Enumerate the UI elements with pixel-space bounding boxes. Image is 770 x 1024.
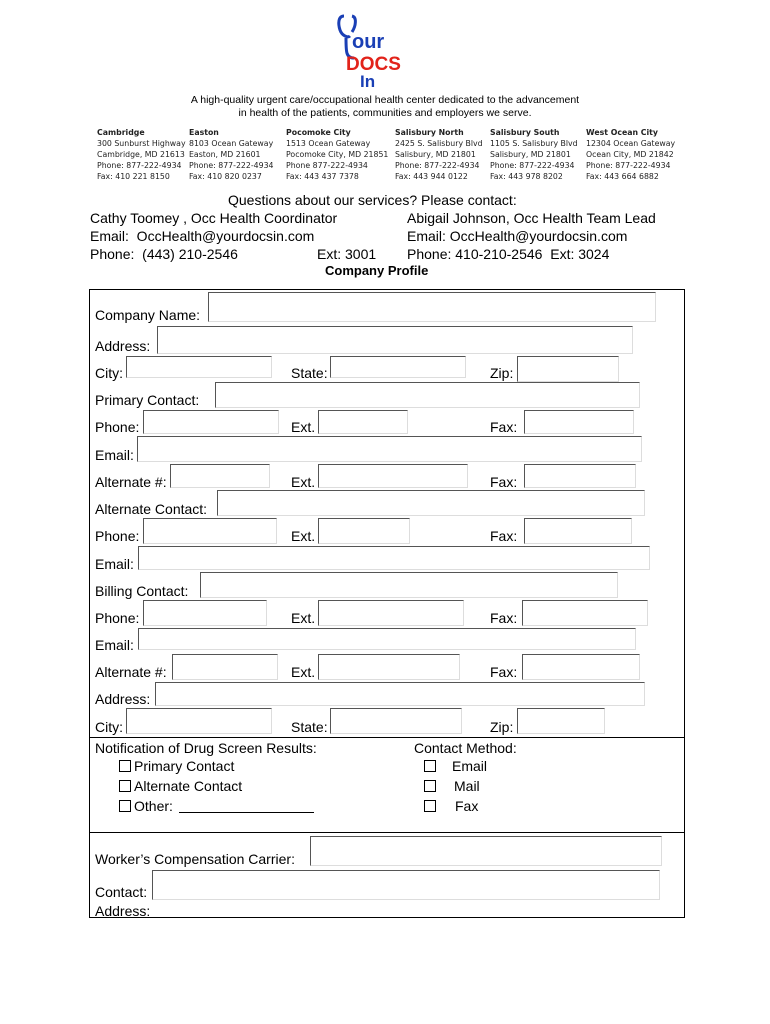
fax-field[interactable] (522, 600, 648, 626)
right-contact-name: Abigail Johnson, Occ Health Team Lead (407, 210, 656, 226)
option-label: Email (452, 758, 488, 774)
city-label: City: (95, 365, 123, 381)
primary-contact-field[interactable] (215, 382, 640, 408)
location-address: 2425 S. Salisbury Blvd (395, 139, 483, 148)
ext-field[interactable] (318, 600, 464, 626)
zip-label: Zip: (490, 719, 514, 735)
ext-field[interactable] (318, 654, 460, 680)
tagline-line2: in health of the patients, communities and employers we serve. (238, 107, 532, 119)
contact-method-title: Contact Method: (414, 740, 517, 756)
tagline-line1: A high-quality urgent care/occupational health center dedicated to the advancement (190, 94, 580, 106)
location-name: Salisbury South (490, 128, 560, 137)
method-fax-option[interactable] (424, 798, 478, 814)
billing-address-label: Address: (95, 691, 151, 707)
location-fax: Fax: 443 978 8202 (490, 172, 563, 181)
fax-field[interactable] (524, 518, 632, 544)
option-label: Fax (455, 798, 479, 814)
location-city: Easton, MD 21601 (189, 150, 261, 159)
left-contact-name: Cathy Toomey , Occ Health Coordinator (90, 210, 338, 226)
alternate-number-field[interactable] (170, 464, 270, 488)
fax-field[interactable] (524, 464, 636, 488)
alternate-contact-label: Alternate Contact: (95, 501, 208, 517)
billing-contact-label: Billing Contact: (95, 583, 189, 599)
ext-field[interactable] (318, 410, 408, 434)
alternate-number-label: Alternate #: (95, 664, 167, 680)
address-field[interactable] (157, 326, 633, 354)
fax-label: Fax: (490, 664, 518, 680)
alternate-contact-field[interactable] (217, 490, 645, 516)
fax-field[interactable] (522, 654, 640, 680)
location-phone: Phone: 877-222-4934 (586, 161, 671, 170)
location-address: 12304 Ocean Gateway (586, 139, 676, 148)
primary-contact-label: Primary Contact: (95, 392, 200, 408)
workers-comp-field[interactable] (310, 836, 662, 866)
address-label: Address: (95, 338, 151, 354)
alternate-number-field[interactable] (172, 654, 278, 680)
location-address: 1105 S. Salisbury Blvd (490, 139, 578, 148)
location-phone: Phone: 877-222-4934 (395, 161, 480, 170)
location-address: 8103 Ocean Gateway (189, 139, 274, 148)
checkbox[interactable] (424, 800, 436, 812)
checkbox[interactable] (424, 780, 436, 792)
workers-comp-label: Worker’s Compensation Carrier: (95, 851, 295, 867)
other-underline-field[interactable] (179, 800, 314, 813)
email-field[interactable] (137, 436, 642, 462)
checkbox[interactable] (119, 800, 131, 812)
state-field[interactable] (330, 708, 462, 734)
ext-label: Ext. (291, 610, 316, 626)
city-field[interactable] (126, 708, 272, 734)
location-pocomoke-city (286, 127, 388, 182)
company-name-label: Company Name: (95, 307, 201, 323)
email-field[interactable] (138, 546, 650, 570)
phone-label: Phone: (95, 610, 140, 626)
zip-label: Zip: (490, 365, 514, 381)
phone-field[interactable] (143, 600, 267, 626)
left-contact-ext: Ext: 3001 (317, 246, 377, 262)
location-fax: Fax: 410 221 8150 (97, 172, 170, 181)
right-contact-phone: Phone: 410-210-2546 Ext: 3024 (407, 246, 610, 262)
right-contact-email: Email: OccHealth@yourdocsin.com (407, 228, 628, 244)
location-city: Ocean City, MD 21842 (586, 150, 674, 159)
ext-field[interactable] (318, 518, 410, 544)
location-cambridge (97, 127, 186, 182)
alternate-number-label: Alternate #: (95, 474, 167, 490)
left-contact-phone: Phone: (443) 210-2546 (90, 246, 238, 262)
location-city: Salisbury, MD 21801 (395, 150, 476, 159)
fax-label: Fax: (490, 419, 518, 435)
zip-field[interactable] (517, 708, 605, 734)
location-easton (189, 127, 274, 182)
notify-other-option[interactable] (119, 798, 314, 814)
option-label: Mail (454, 778, 480, 794)
wc-contact-field[interactable] (152, 870, 660, 900)
method-email-option[interactable] (424, 758, 487, 774)
method-mail-option[interactable] (424, 778, 480, 794)
fax-label: Fax: (490, 610, 518, 626)
zip-field[interactable] (517, 356, 619, 382)
location-west-ocean-city (586, 127, 675, 182)
location-name: West Ocean City (586, 128, 658, 137)
fax-field[interactable] (524, 410, 634, 434)
your-docs-in-logo (330, 14, 420, 90)
company-name-field[interactable] (208, 292, 656, 322)
state-label: State: (291, 719, 328, 735)
page-title: Company Profile (325, 263, 429, 278)
location-fax: Fax: 410 820 0237 (189, 172, 262, 181)
email-label: Email: (95, 447, 134, 463)
location-phone: Phone: 877-222-4934 (490, 161, 575, 170)
city-label: City: (95, 719, 123, 735)
checkbox[interactable] (119, 760, 131, 772)
state-field[interactable] (330, 356, 466, 378)
location-salisbury-north (395, 127, 483, 182)
ext-label: Ext. (291, 528, 316, 544)
email-label: Email: (95, 637, 134, 653)
notification-title: Notification of Drug Screen Results: (95, 740, 317, 756)
location-phone: Phone 877-222-4934 (286, 161, 368, 170)
logo-word-our: our (352, 31, 385, 53)
location-city: Pocomoke City, MD 21851 (286, 150, 389, 159)
state-label: State: (291, 365, 328, 381)
phone-field[interactable] (143, 518, 277, 544)
section-divider (89, 832, 685, 833)
location-city: Cambridge, MD 21613 (97, 150, 185, 159)
billing-contact-field[interactable] (200, 572, 618, 598)
logo-word-docs: DOCS (346, 54, 401, 75)
location-name: Easton (189, 128, 219, 137)
wc-contact-label: Contact: (95, 884, 148, 900)
notify-alternate-contact-option[interactable] (119, 778, 242, 794)
ext-label: Ext. (291, 474, 316, 490)
city-field[interactable] (126, 356, 272, 378)
phone-label: Phone: (95, 528, 140, 544)
fax-label: Fax: (490, 528, 518, 544)
option-label: Other: (134, 798, 173, 814)
notify-primary-contact-option[interactable] (119, 758, 234, 774)
option-label: Alternate Contact (134, 778, 243, 794)
logo-word-in: In (360, 72, 376, 90)
checkbox[interactable] (424, 760, 436, 772)
location-fax: Fax: 443 944 0122 (395, 172, 468, 181)
phone-label: Phone: (95, 419, 140, 435)
location-salisbury-south (490, 127, 578, 182)
location-address: 1513 Ocean Gateway (286, 139, 371, 148)
ext-label: Ext. (291, 419, 316, 435)
billing-address-field[interactable] (155, 682, 645, 706)
location-phone: Phone: 877-222-4934 (189, 161, 274, 170)
option-label: Primary Contact (134, 758, 235, 774)
left-contact-email: Email: OccHealth@yourdocsin.com (90, 228, 315, 244)
phone-field[interactable] (143, 410, 279, 434)
location-phone: Phone: 877-222-4934 (97, 161, 182, 170)
location-city: Salisbury, MD 21801 (490, 150, 571, 159)
location-name: Pocomoke City (286, 128, 351, 137)
location-name: Salisbury North (395, 128, 464, 137)
location-name: Cambridge (97, 128, 145, 137)
email-field[interactable] (138, 628, 636, 650)
email-label: Email: (95, 556, 134, 572)
ext-field[interactable] (318, 464, 468, 488)
wc-address-label: Address: (95, 903, 151, 919)
location-fax: Fax: 443 437 7378 (286, 172, 359, 181)
contact-question: Questions about our services? Please contact: (228, 192, 517, 208)
section-divider (89, 737, 685, 738)
fax-label: Fax: (490, 474, 518, 490)
location-address: 300 Sunburst Highway (97, 139, 186, 148)
ext-label: Ext. (291, 664, 316, 680)
location-fax: Fax: 443 664 6882 (586, 172, 659, 181)
checkbox[interactable] (119, 780, 131, 792)
